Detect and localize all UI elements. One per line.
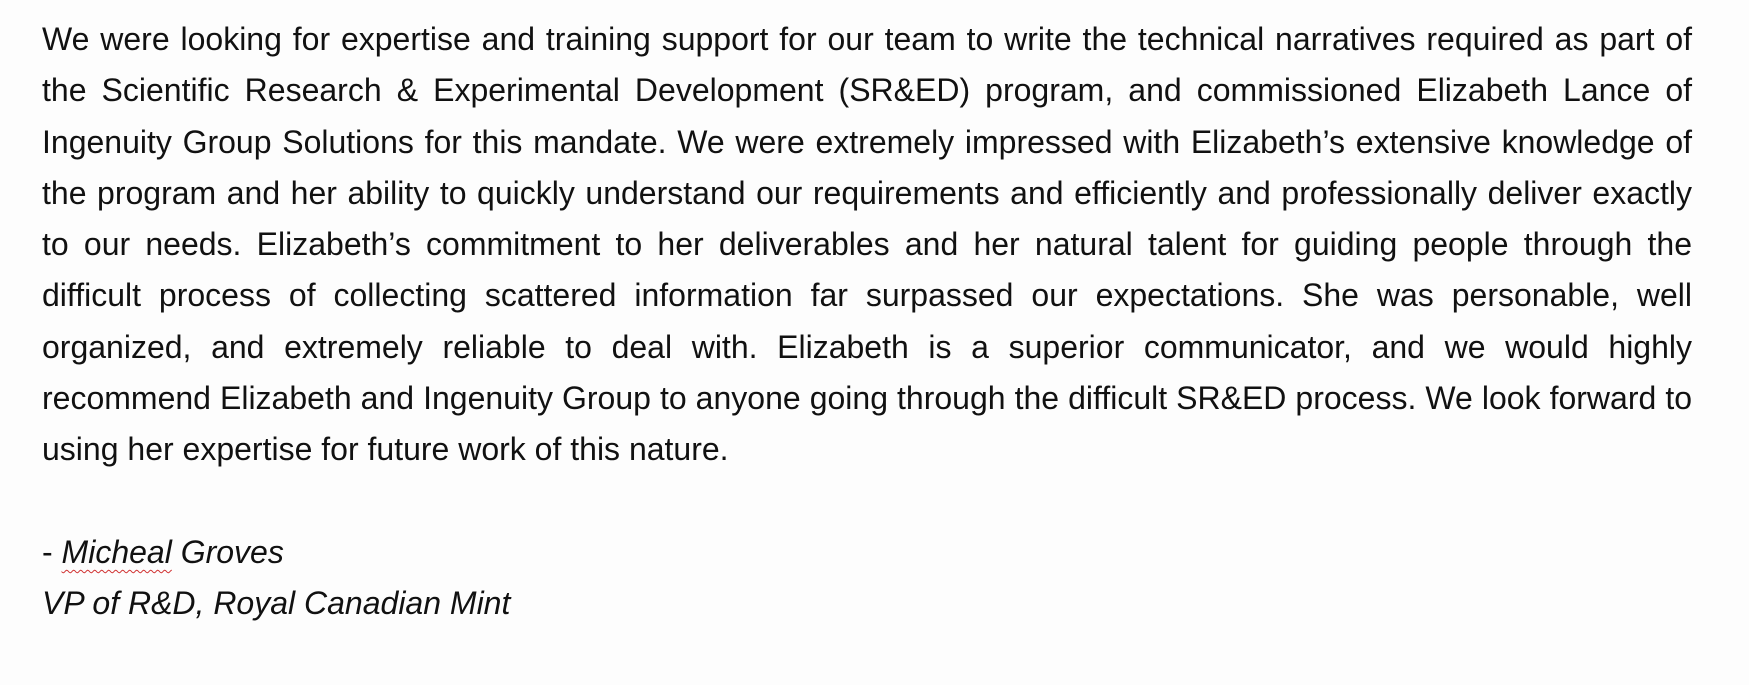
document-body bbox=[42, 14, 1692, 630]
testimonial-paragraph: We were looking for expertise and training support for our team to write the technical narratives required as part of the Scientific Research & Experimental Development (SR&ED) program, and commissioned Elizabeth Lance of Ingenuity Group Solutions for this mandate. We were extremely impressed with Elizabeth’s extensive knowledge of the program and her ability to quickly understand our requirements and efficiently and professionally deliver exactly to our needs. Elizabeth’s commitment to her deliverables and her natural talent for guiding people through the difficult process of collecting scattered information far surpassed our expectations. She was personable, well organized, and extremely reliable to deal with. Elizabeth is a superior communicator, and we would highly recommend Elizabeth and Ingenuity Group to anyone going through the difficult SR&ED process. We look forward to using her expertise for future work of this nature. bbox=[42, 21, 1692, 468]
blank-line bbox=[42, 476, 1692, 527]
signature-dash: - bbox=[42, 533, 62, 570]
signature-title: VP of R&D, Royal Canadian Mint bbox=[42, 585, 511, 622]
signature-last-name: Groves bbox=[171, 533, 284, 570]
signature-first-name[interactable]: Micheal bbox=[61, 533, 172, 570]
signature-line bbox=[42, 527, 1692, 578]
